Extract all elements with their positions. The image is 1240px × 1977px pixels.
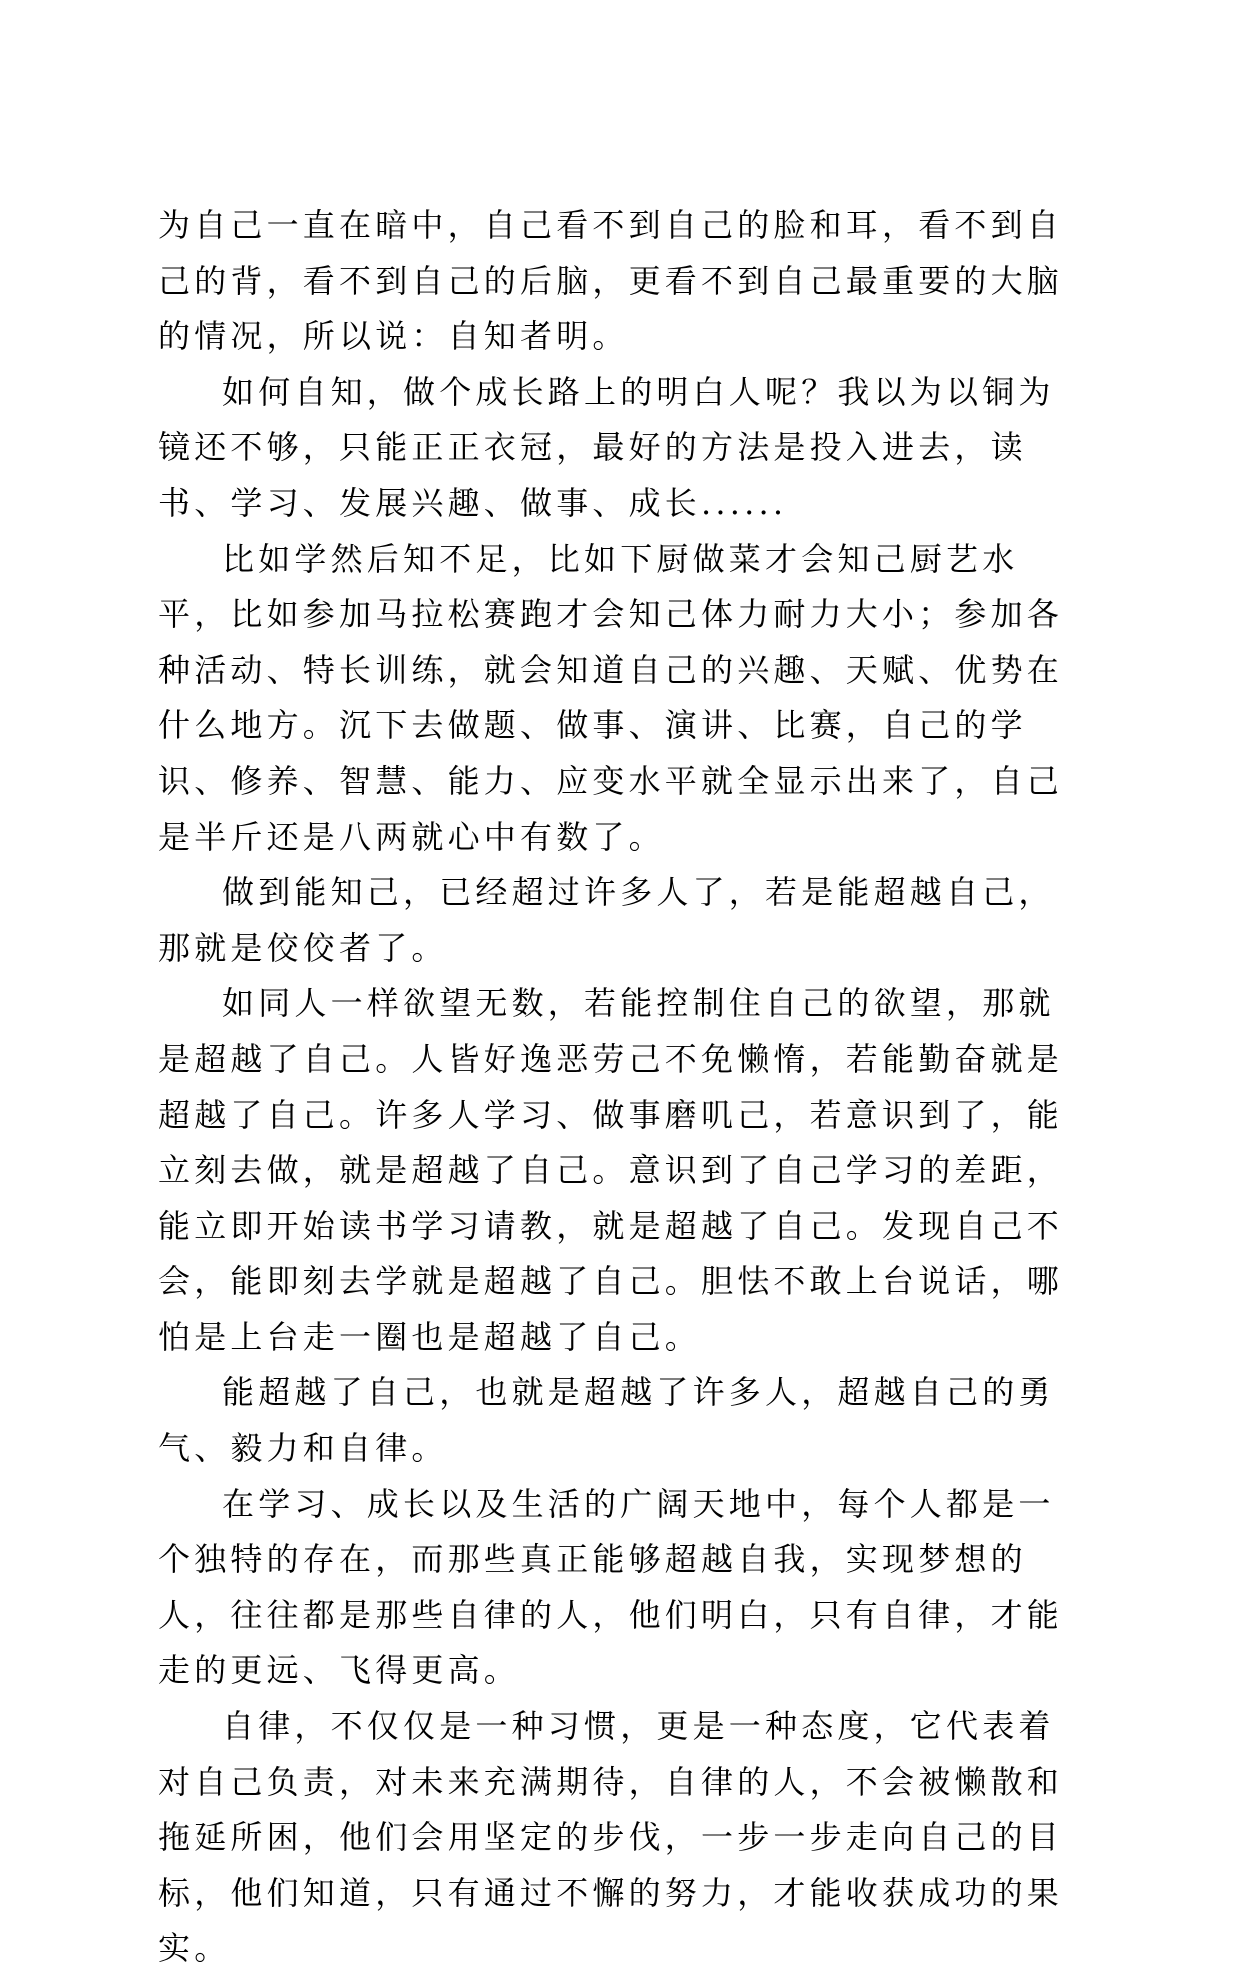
paragraph: 能超越了自己，也就是超越了许多人，超越自己的勇气、毅力和自律。 xyxy=(158,1373,1055,1468)
paragraph: 自律，不仅仅是一种习惯，更是一种态度，它代表着对自己负责，对未来充满期待，自律的人，不会被懒散和拖延所困，他们会用坚定的步伐，一步一步走向自己的目标，他们知道，只有通过不懈的努力，才能收获成功的果实。 xyxy=(158,1707,1064,1968)
paragraph: 比如学然后知不足，比如下厨做菜才会知己厨艺水平，比如参加马拉松赛跑才会知己体力耐力大小；参加各种活动、特长训练，就会知道自己的兴趣、天赋、优势在什么地方。沉下去做题、做事、演讲、比赛，自己的学识、修养、智慧、能力、应变水平就全显示出来了，自己是半斤还是八两就心中有数了。 xyxy=(158,539,1064,856)
paragraph: 在学习、成长以及生活的广阔天地中，每个人都是一个独特的存在，而那些真正能够超越自我，实现梦想的人，往往都是那些自律的人，他们明白，只有自律，才能走的更远、飞得更高。 xyxy=(158,1484,1064,1690)
document-page xyxy=(158,198,1088,1977)
paragraph: 如同人一样欲望无数，若能控制住自己的欲望，那就是超越了自己。人皆好逸恶劳己不免懒惰，若能勤奋就是超越了自己。许多人学习、做事磨叽己，若意识到了，能立刻去做，就是超越了自己。意识到了自己学习的差距，能立即开始读书学习请教，就是超越了自己。发现自己不会，能即刻去学就是超越了自己。胆怯不敢上台说话，哪怕是上台走一圈也是超越了自己。 xyxy=(158,984,1064,1356)
paragraph: 做到能知己，已经超过许多人了，若是能超越自己，那就是佼佼者了。 xyxy=(158,873,1055,967)
paragraph-continuation: 为自己一直在暗中，自己看不到自己的脸和耳，看不到自己的背，看不到自己的后脑，更看不到自己最重要的大脑的情况，所以说：自知者明。 xyxy=(158,206,1064,356)
paragraph: 如何自知，做个成长路上的明白人呢？我以为以铜为镜还不够，只能正正衣冠，最好的方法是投入进去，读书、学习、发展兴趣、做事、成长...... xyxy=(158,372,1055,522)
